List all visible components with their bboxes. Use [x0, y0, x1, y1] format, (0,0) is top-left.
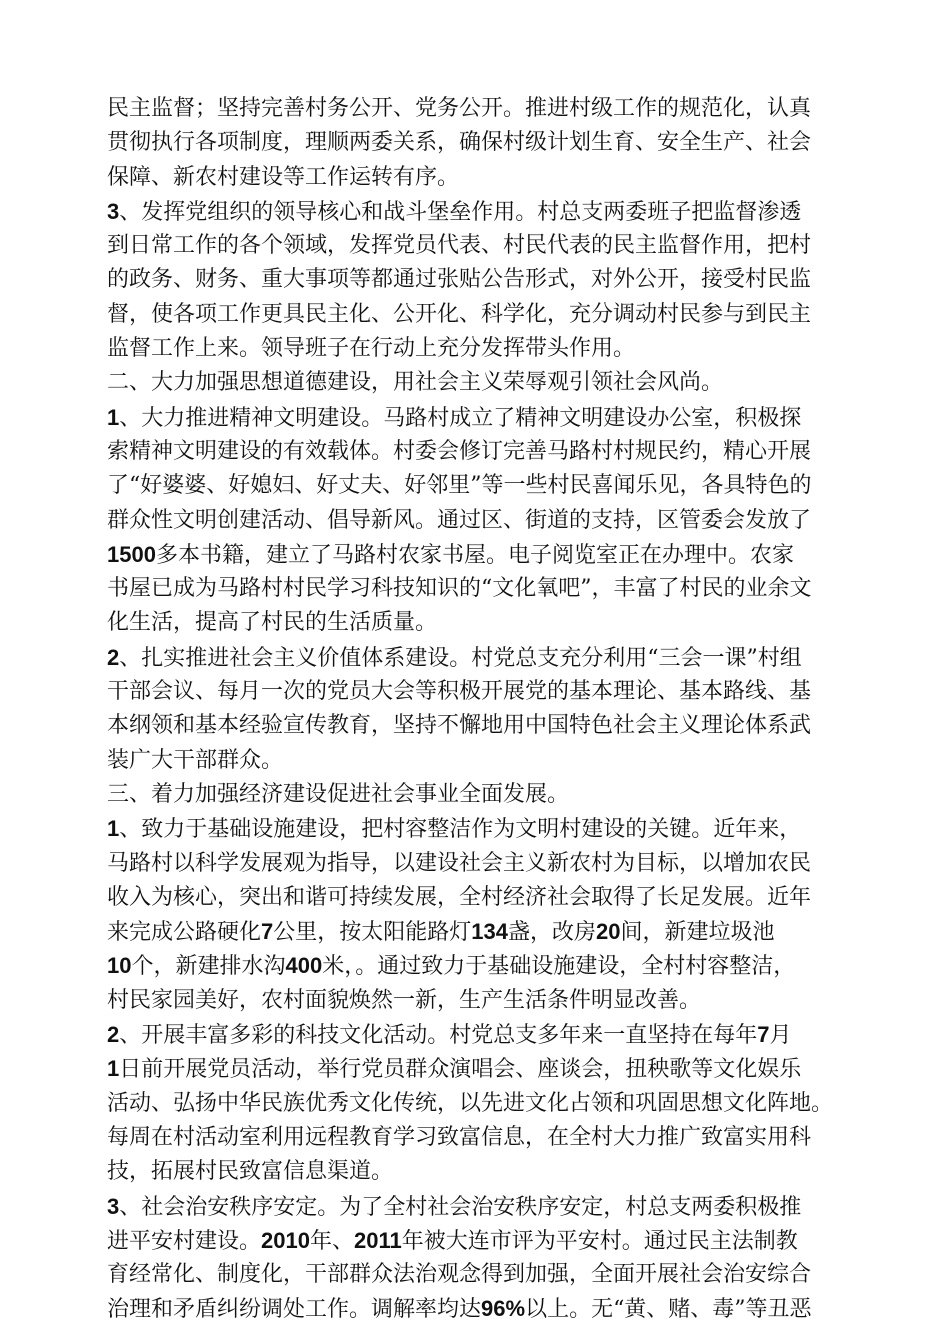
text-line [107, 915, 867, 949]
text-line [107, 1190, 867, 1224]
numeral-run: 134 [471, 919, 508, 945]
text-line [107, 1155, 867, 1189]
text-run: 索精神文明建设的有效载体。村委会修订完善马路村村规民约，精心开展 [107, 438, 812, 464]
text-run: 、致力于基础设施建设，把村容整洁作为文明村建设的关键。近年来， [119, 817, 802, 843]
text-line [107, 812, 867, 846]
text-run: 活动、弘扬中华民族优秀文化传统，以先进文化占领和巩固思想文化阵地。 [107, 1090, 834, 1116]
text-run: 、扎实推进社会主义价值体系建设。村党总支充分利用“三会一课”村组 [119, 645, 802, 671]
numeral-run: 10 [107, 953, 132, 979]
text-line [107, 229, 867, 263]
text-run: 了“好婆婆、好媳妇、好丈夫、好邻里”等一些村民喜闻乐见，各具特色的 [107, 473, 812, 499]
numeral-run: 3 [107, 198, 120, 224]
text-run: 、社会治安秩序安定。为了全村社会治安秩序安定，村总支两委积极推 [119, 1194, 802, 1220]
numeral-run: 1 [107, 816, 120, 842]
text-line [107, 1224, 867, 1258]
text-run: 月 [769, 1023, 792, 1049]
text-run: 育经常化、制度化，干部群众法治观念得到加强，全面开展社会治安综合 [107, 1262, 812, 1288]
text-run: 书屋已成为马路村村民学习科技知识的“文化氧吧”，丰富了村民的业余文 [107, 576, 812, 602]
text-run: 民主监督；坚持完善村务公开、党务公开。推进村级工作的规范化，认真 [107, 96, 812, 121]
text-run: 收入为核心，突出和谐可持续发展，全村经济社会取得了长足发展。近年 [107, 884, 812, 910]
text-line [107, 504, 867, 538]
text-run: 贯彻执行各项制度，理顺两委关系，确保村级计划生育、安全生产、社会 [107, 130, 812, 156]
text-run: 治理和矛盾纠纷调处工作。调解率均达 [107, 1297, 482, 1323]
text-line [107, 298, 867, 332]
text-run: 年、 [309, 1228, 354, 1254]
text-run: 进平安村建设。 [107, 1228, 262, 1254]
text-line [107, 1018, 867, 1052]
text-run: 、大力推进精神文明建设。马路村成立了精神文明建设办公室，积极探 [119, 405, 802, 431]
text-run: 每周在村活动室利用远程教育学习致富信息，在全村大力推广致富实用科 [107, 1124, 812, 1150]
text-line [107, 92, 867, 126]
text-line [107, 572, 867, 606]
text-run: 盏，改房 [508, 920, 597, 946]
numeral-run: 2 [107, 644, 120, 670]
text-run: 年被大连市评为平安村。通过民主法制教 [401, 1228, 798, 1254]
text-line [107, 195, 867, 229]
numeral-run: 2 [107, 1022, 120, 1048]
text-line [107, 641, 867, 675]
numeral-run: 1 [107, 1056, 120, 1082]
text-run: 间，新建垃圾池 [620, 920, 775, 946]
text-line [107, 984, 867, 1018]
text-run: 日前开展党员活动，举行党员群众演唱会、座谈会，扭秧歌等文化娱乐 [119, 1057, 802, 1083]
text-run: 米，。通过致力于基础设施建设，全村村容整洁， [322, 954, 796, 980]
text-run: 公里，按太阳能路灯 [273, 920, 472, 946]
text-run: 保障、新农村建设等工作运转有序。 [107, 164, 460, 190]
text-run: 督，使各项工作更具民主化、公开化、科学化，充分调动村民参与到民主 [107, 301, 812, 327]
text-run: 化生活，提高了村民的生活质量。 [107, 610, 438, 636]
text-run: 多本书籍，建立了马路村农家书屋。电子阅览室正在办理中。农家 [155, 542, 794, 568]
numeral-run: 1 [107, 404, 120, 430]
text-line [107, 709, 867, 743]
text-line [107, 366, 867, 400]
text-line [107, 778, 867, 812]
text-line [107, 744, 867, 778]
text-run: 二、大力加强思想道德建设，用社会主义荣辱观引领社会风尚。 [107, 370, 724, 396]
numeral-run: 7 [261, 919, 274, 945]
text-line [107, 949, 867, 983]
numeral-run: 2010 [261, 1227, 310, 1253]
text-line [107, 1052, 867, 1086]
text-line [107, 881, 867, 915]
numeral-run: 3 [107, 1193, 120, 1219]
text-run: 村民家园美好，农村面貌焕然一新，生产生活条件明显改善。 [107, 987, 702, 1013]
text-run: 群众性文明创建活动、倡导新风。通过区、街道的支持，区管委会发放了 [107, 507, 812, 533]
text-run: 马路村以科学发展观为指导，以建设社会主义新农村为目标，以增加农民 [107, 850, 812, 876]
text-run: 的政务、财务、重大事项等都通过张贴公告形式，对外公开，接受村民监 [107, 267, 812, 293]
numeral-run: 96% [481, 1296, 526, 1322]
text-line [107, 847, 867, 881]
text-line [107, 126, 867, 160]
text-run: 本纲领和基本经验宣传教育，坚持不懈地用中国特色社会主义理论体系武 [107, 713, 812, 739]
numeral-run: 2011 [353, 1227, 402, 1253]
document-body [107, 92, 867, 1327]
text-run: 监督工作上来。领导班子在行动上充分发挥带头作用。 [107, 336, 636, 362]
text-line [107, 161, 867, 195]
text-line [107, 1087, 867, 1121]
text-line [107, 1121, 867, 1155]
text-run: 到日常工作的各个领域，发挥党员代表、村民代表的民主监督作用，把村 [107, 233, 812, 259]
text-run: 三、着力加强经济建设促进社会事业全面发展。 [107, 781, 570, 807]
text-line [107, 606, 867, 640]
text-run: 、发挥党组织的领导核心和战斗堡垒作用。村总支两委班子把监督渗透 [119, 199, 802, 225]
numeral-run: 7 [757, 1022, 770, 1048]
text-line [107, 263, 867, 297]
text-run: 技，拓展村民致富信息渠道。 [107, 1159, 394, 1185]
text-line [107, 1258, 867, 1292]
text-line [107, 435, 867, 469]
text-line [107, 332, 867, 366]
numeral-run: 20 [596, 919, 621, 945]
text-run: 干部会议、每月一次的党员大会等积极开展党的基本理论、基本路线、基 [107, 679, 812, 705]
text-run: 装广大干部群众。 [107, 747, 284, 773]
numeral-run: 400 [285, 953, 323, 979]
text-line [107, 1292, 867, 1326]
numeral-run: 1500 [107, 541, 156, 567]
text-line [107, 469, 867, 503]
text-run: 个，新建排水沟 [131, 954, 286, 980]
text-run: 来完成公路硬化 [107, 920, 262, 946]
text-line [107, 675, 867, 709]
text-run: 、开展丰富多彩的科技文化活动。村党总支多年来一直坚持在每年 [119, 1023, 758, 1049]
text-run: 以上。无“黄、赌、毒”等丑恶 [525, 1297, 812, 1323]
text-line [107, 538, 867, 572]
text-line [107, 401, 867, 435]
